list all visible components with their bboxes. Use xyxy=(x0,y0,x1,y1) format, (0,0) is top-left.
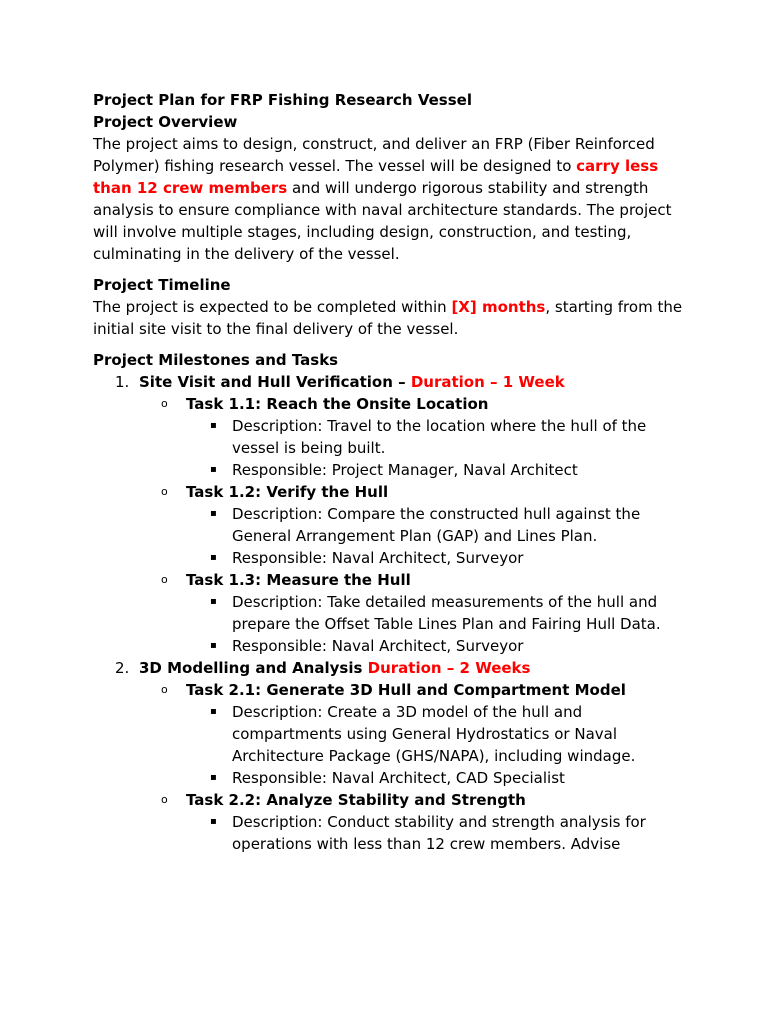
timeline-paragraph xyxy=(93,296,683,340)
task-detail-text: Responsible: Naval Architect, CAD Specialist xyxy=(232,769,565,787)
overview-highlight: carry less than 12 crew members xyxy=(93,157,659,197)
task-item xyxy=(93,569,683,591)
task-detail xyxy=(93,547,683,569)
task-detail xyxy=(93,635,683,657)
circle-bullet-icon: o xyxy=(161,485,168,498)
square-bullet-icon: ▪ xyxy=(210,464,217,475)
overview-text-1: The project aims to design, construct, and deliver an FRP (Fiber Reinforced Polymer) fishing research vessel. The vessel will be designed to xyxy=(93,135,655,175)
square-bullet-icon: ▪ xyxy=(210,772,217,783)
square-bullet-icon: ▪ xyxy=(210,420,217,431)
task-title: Task 2.1: Generate 3D Hull and Compartment Model xyxy=(186,681,626,699)
task-title: Task 1.3: Measure the Hull xyxy=(186,571,411,589)
task-detail-text: Description: Conduct stability and strength analysis for operations with less than 12 crew members. Advise xyxy=(232,813,646,853)
milestone-number: 1. xyxy=(115,373,130,391)
milestone-item xyxy=(93,371,683,393)
square-bullet-icon: ▪ xyxy=(210,552,217,563)
task-detail xyxy=(93,591,683,635)
task-detail-text: Responsible: Project Manager, Naval Architect xyxy=(232,461,578,479)
overview-text-2: and will undergo rigorous stability and strength analysis to ensure compliance with naval architecture standards. The project will involve multiple stages, including design, construction, and testing, culminating in the delivery of the vessel. xyxy=(93,179,672,263)
overview-paragraph xyxy=(93,133,683,265)
task-item xyxy=(93,481,683,503)
circle-bullet-icon: o xyxy=(161,793,168,806)
milestone-list xyxy=(93,371,683,855)
task-detail-text: Description: Travel to the location where the hull of the vessel is being built. xyxy=(232,417,647,457)
task-detail xyxy=(93,811,683,855)
task-title: Task 2.2: Analyze Stability and Strength xyxy=(186,791,526,809)
task-detail xyxy=(93,767,683,789)
square-bullet-icon: ▪ xyxy=(210,816,217,827)
square-bullet-icon: ▪ xyxy=(210,596,217,607)
task-detail xyxy=(93,503,683,547)
document-title: Project Plan for FRP Fishing Research Vessel xyxy=(93,91,472,109)
task-item xyxy=(93,679,683,701)
document-body xyxy=(93,89,683,855)
overview-heading: Project Overview xyxy=(93,113,238,131)
timeline-heading: Project Timeline xyxy=(93,276,231,294)
task-title: Task 1.2: Verify the Hull xyxy=(186,483,389,501)
milestone-duration: Duration – 1 Week xyxy=(410,373,565,391)
circle-bullet-icon: o xyxy=(161,397,168,410)
milestone-duration: Duration – 2 Weeks xyxy=(367,659,531,677)
timeline-text-1: The project is expected to be completed within xyxy=(93,298,452,316)
task-detail xyxy=(93,415,683,459)
circle-bullet-icon: o xyxy=(161,683,168,696)
square-bullet-icon: ▪ xyxy=(210,640,217,651)
milestone-title: Site Visit and Hull Verification – xyxy=(139,373,411,391)
task-detail-text: Responsible: Naval Architect, Surveyor xyxy=(232,637,524,655)
task-detail-text: Description: Compare the constructed hull against the General Arrangement Plan (GAP) and Lines Plan. xyxy=(232,505,641,545)
square-bullet-icon: ▪ xyxy=(210,508,217,519)
milestone-number: 2. xyxy=(115,659,130,677)
square-bullet-icon: ▪ xyxy=(210,706,217,717)
task-title: Task 1.1: Reach the Onsite Location xyxy=(186,395,489,413)
milestones-heading: Project Milestones and Tasks xyxy=(93,351,339,369)
milestone-title: 3D Modelling and Analysis xyxy=(139,659,368,677)
task-item xyxy=(93,393,683,415)
task-detail xyxy=(93,701,683,767)
timeline-highlight: [X] months xyxy=(451,298,546,316)
milestone-item xyxy=(93,657,683,679)
task-detail-text: Description: Take detailed measurements of the hull and prepare the Offset Table Lines Plan and Fairing Hull Data. xyxy=(232,593,661,633)
task-detail-text: Description: Create a 3D model of the hull and compartments using General Hydrostatics or Naval Architecture Package (GHS/NAPA), including windage. xyxy=(232,703,636,765)
timeline-text-2: , starting from the initial site visit to the final delivery of the vessel. xyxy=(93,298,683,338)
task-item xyxy=(93,789,683,811)
task-detail-text: Responsible: Naval Architect, Surveyor xyxy=(232,549,524,567)
task-detail xyxy=(93,459,683,481)
circle-bullet-icon: o xyxy=(161,573,168,586)
